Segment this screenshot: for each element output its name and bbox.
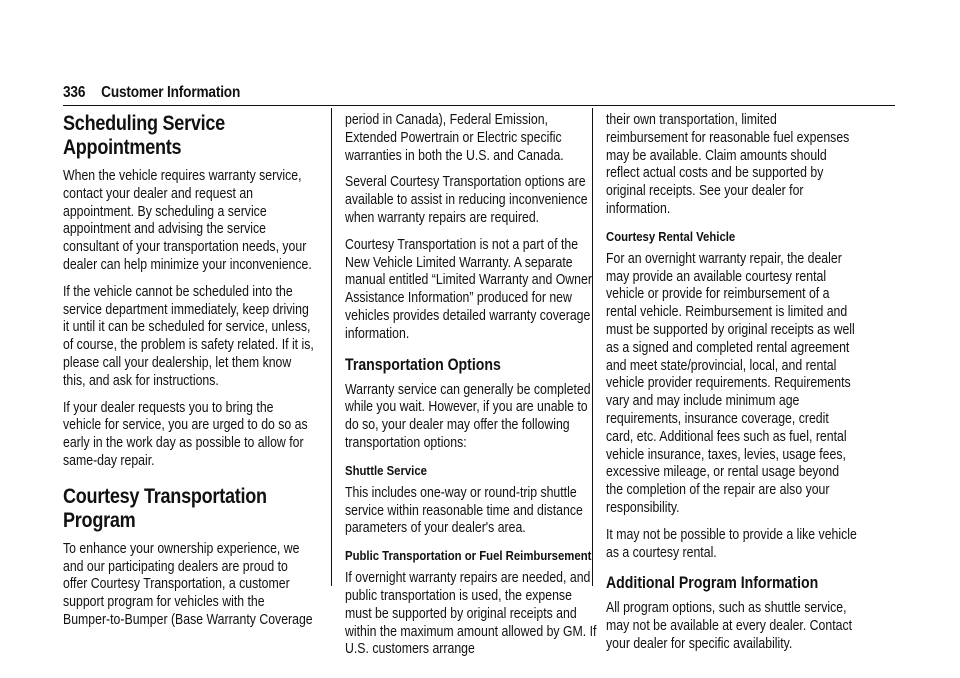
section-title: Customer Information <box>101 84 241 101</box>
subheading-courtesy-rental: Courtesy Rental Vehicle <box>606 228 736 244</box>
column-1 <box>63 112 315 639</box>
paragraph: If overnight warranty repairs are needed, and public transportation is used, the expense must be supported by original receipts and within the maximum amount allowed by GM. If U.S. customers arrange <box>345 570 597 658</box>
paragraph: their own transportation, limited reimbursement for reasonable fuel expenses may be available. Claim amounts should reflect actual costs and be supported by original receipts. See your dealer for information. <box>606 112 850 217</box>
subheading-public-transportation: Public Transportation or Fuel Reimbursement <box>345 548 592 564</box>
paragraph: This includes one-way or round-trip shuttle service within reasonable time and distance parameters of your dealer's area. <box>345 484 583 537</box>
paragraph: Warranty service can generally be completed while you wait. However, if you are unable to do so, your dealer may offer the following transportation options: <box>345 381 591 451</box>
column-2 <box>345 112 597 668</box>
paragraph: If the vehicle cannot be scheduled into the service department immediately, keep driving it until it can be scheduled for service, unless, of course, the problem is safety related. If it is, please call your dealership, let them know this, and ask for instructions. <box>63 283 314 389</box>
heading-additional-program-info: Additional Program Information <box>606 574 819 593</box>
subheading-shuttle-service: Shuttle Service <box>345 462 427 478</box>
paragraph: To enhance your ownership experience, we and our participating dealers are proud to offer Courtesy Transportation, a customer support program for vehicles with the Bumper-to-Bumper (Base Warranty Coverage <box>63 540 313 628</box>
paragraph: Courtesy Transportation is not a part of the New Vehicle Limited Warranty. A separate manual entitled “Limited Warranty and Owner Assistance Information” produced for new vehicles provides detailed warranty coverage information. <box>345 236 592 342</box>
heading-transportation-options: Transportation Options <box>345 355 501 374</box>
page-header <box>63 84 240 102</box>
column-3 <box>606 112 858 663</box>
page-number: 336 <box>63 84 86 101</box>
paragraph: period in Canada), Federal Emission, Extended Powertrain or Electric specific warranties in both the U.S. and Canada. <box>345 112 564 164</box>
paragraph: If your dealer requests you to bring the vehicle for service, you are urged to do so as early in the work day as possible to allow for same-day repair. <box>63 399 308 469</box>
paragraph: Several Courtesy Transportation options are available to assist in reducing inconvenience when warranty repairs are required. <box>345 174 588 226</box>
heading-courtesy-transportation: Courtesy Transportation Program <box>63 484 267 532</box>
paragraph: For an overnight warranty repair, the dealer may provide an available courtesy rental vehicle or provide for reimbursement of a rental vehicle. Reimbursement is limited and must be supported by original receipts as well as a signed and completed rental agreement and meet state/provincial, local, and rental vehicle provider requirements. Requirements vary and may include minimum age requirements, insurance coverage, credit card, etc. Additional fees such as fuel, rental vehicle insurance, taxes, levies, usage fees, excessive mileage, or rental usage beyond the completion of the repair are also your responsibility. <box>606 250 855 516</box>
paragraph: All program options, such as shuttle service, may not be available at every dealer. Contact your dealer for specific availability. <box>606 600 853 652</box>
column-divider-1 <box>331 108 332 586</box>
paragraph: It may not be possible to provide a like vehicle as a courtesy rental. <box>606 526 857 561</box>
heading-scheduling-service: Scheduling Service Appointments <box>63 112 225 159</box>
paragraph: When the vehicle requires warranty service, contact your dealer and request an appointment. By scheduling a service appointment and advising the service consultant of your transportation needs, your dealer can help minimize your inconvenience. <box>63 168 312 273</box>
header-rule <box>63 105 895 106</box>
